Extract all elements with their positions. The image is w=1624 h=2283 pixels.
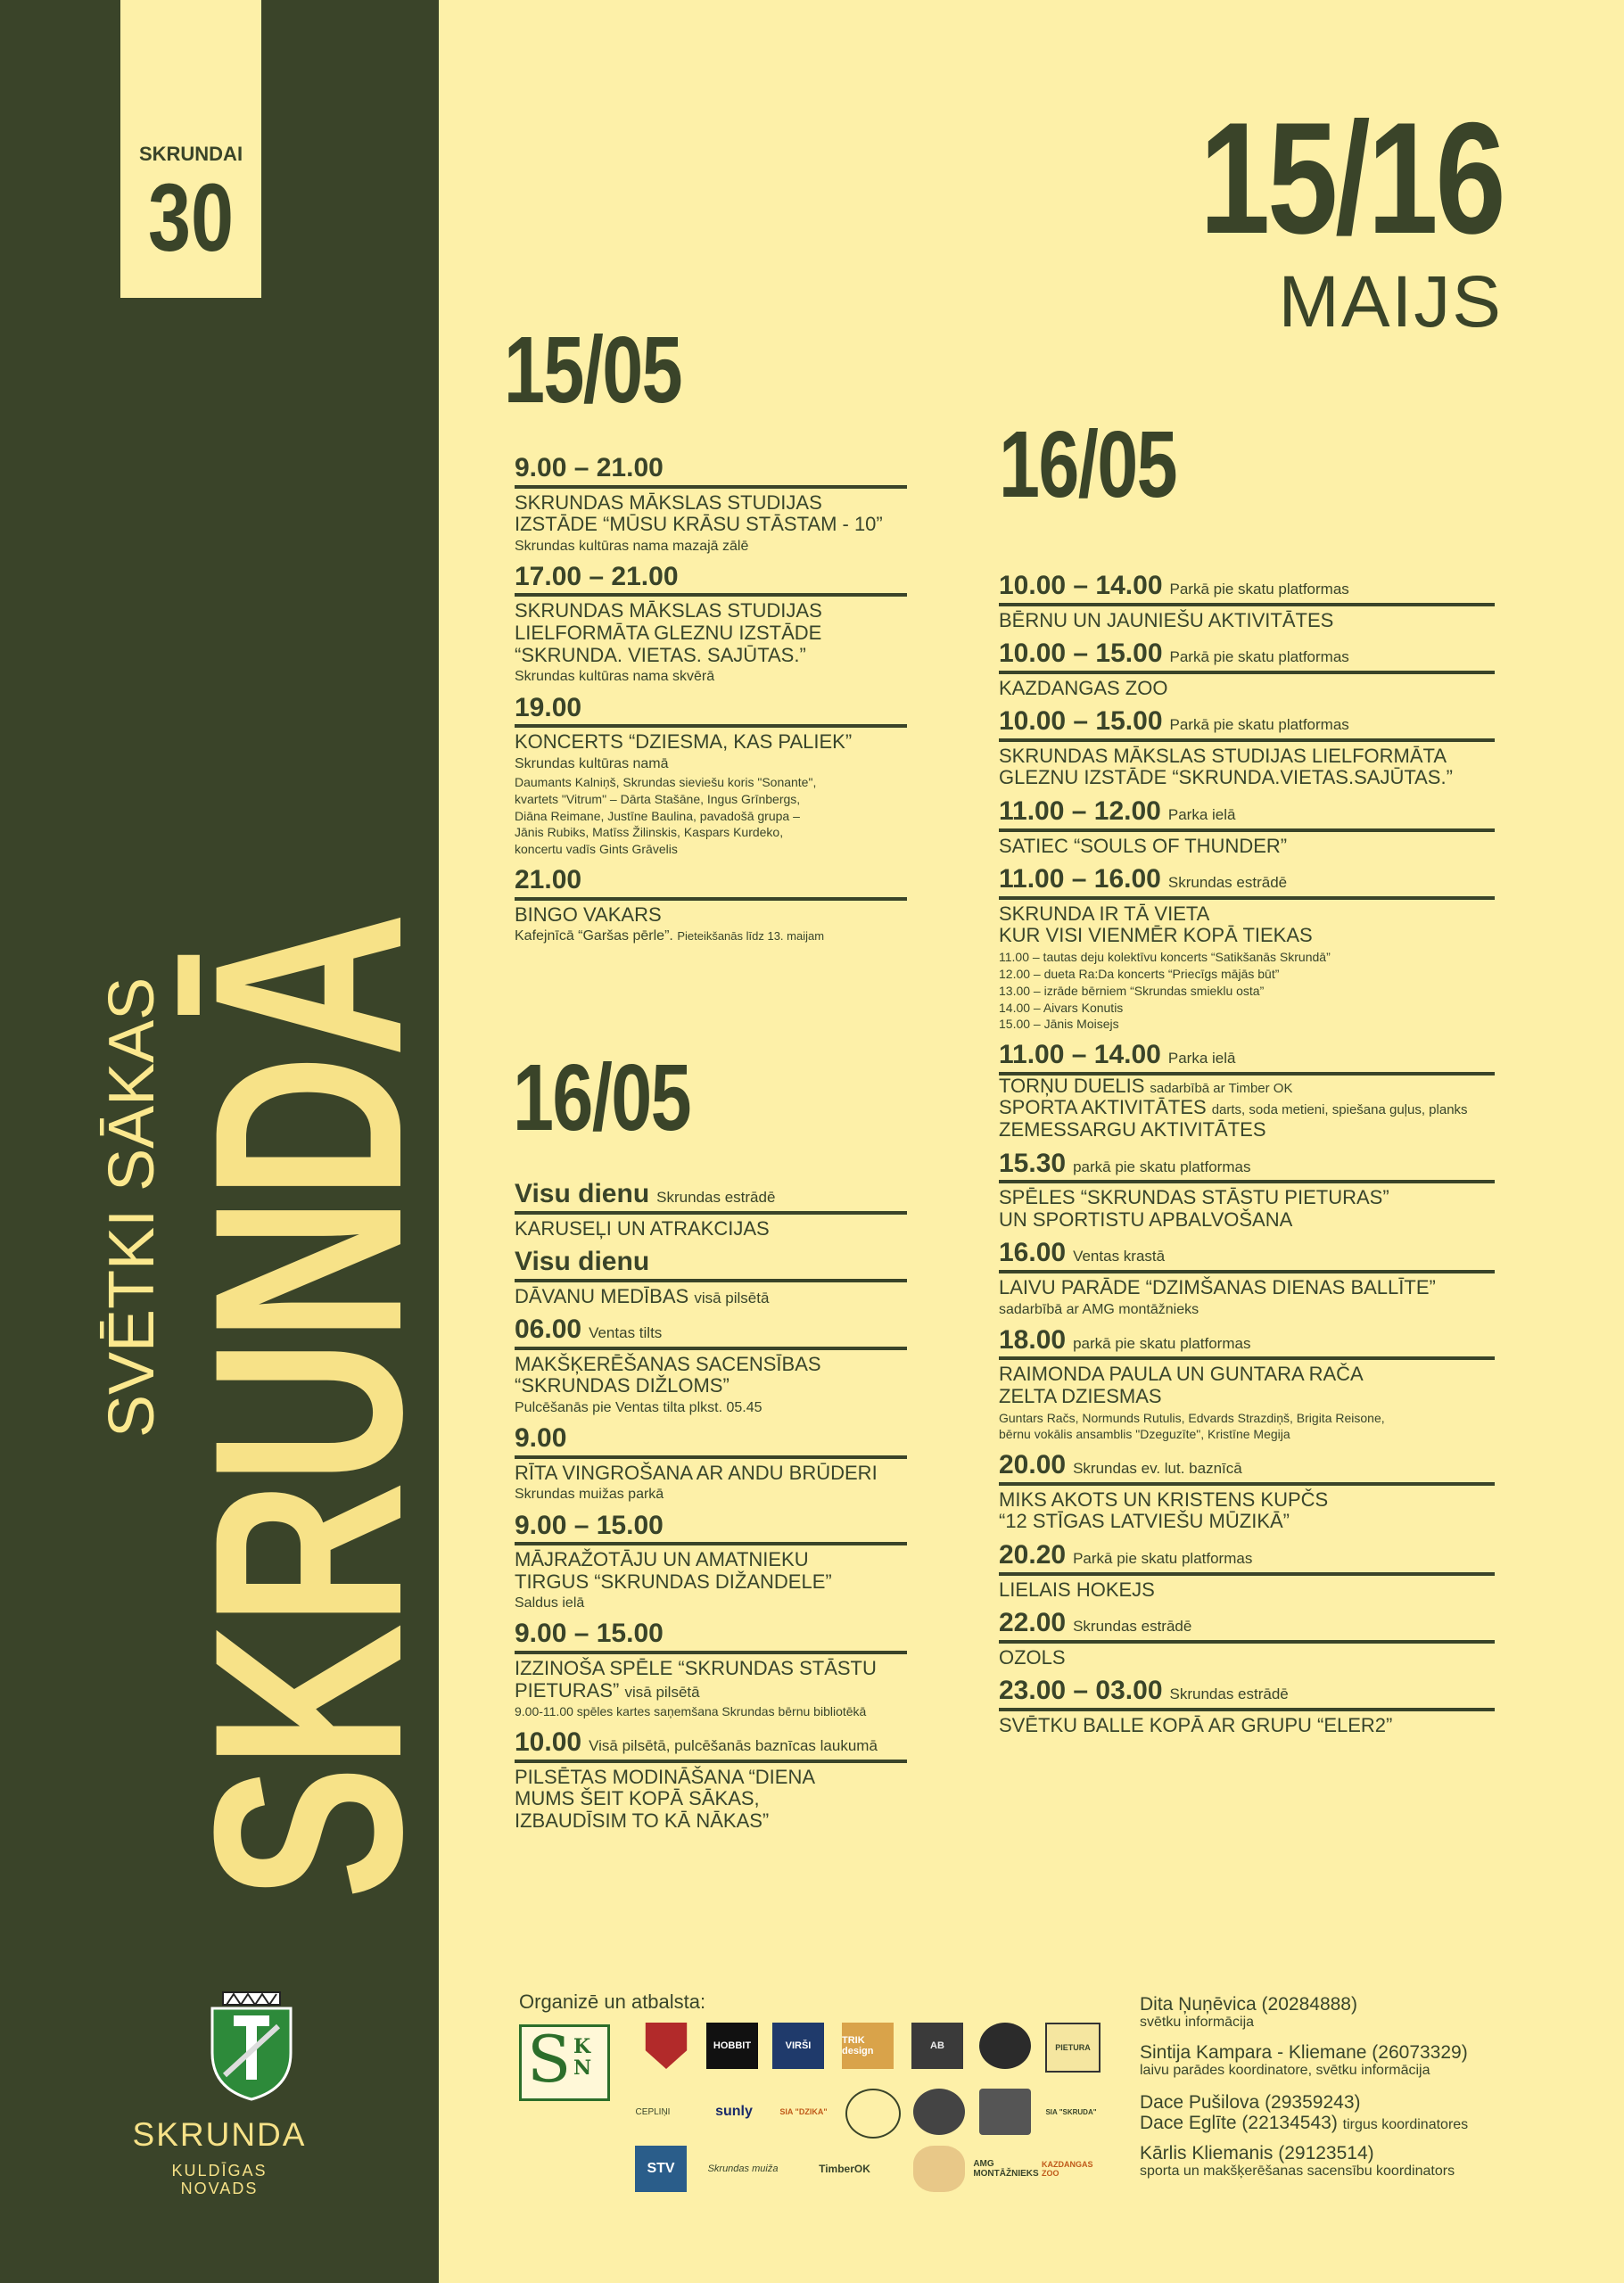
- contact-name-text: Dace Eglīte (22134543): [1140, 2113, 1338, 2133]
- event-time-text: 20.00: [999, 1450, 1067, 1480]
- event-location: Ventas tilts: [589, 1324, 663, 1342]
- sunly-logo: sunly: [715, 2104, 753, 2119]
- event-time: 19.00: [515, 693, 907, 729]
- event-item: [515, 1179, 907, 1240]
- contact-role: sporta un makšķerēšanas sacensību koordinators: [1140, 2163, 1455, 2180]
- event-title: MĀJRAŽOTĀJU UN AMATNIEKU TIRGUS “SKRUNDAS DIŽANDELE”: [515, 1548, 832, 1593]
- event-location: Saldus ielā: [515, 1595, 585, 1611]
- event-title: SVĒTKU BALLE KOPĀ AR GRUPU “ELER2”: [999, 1713, 1393, 1736]
- ceplini-logo: CEPLIŅI: [635, 2106, 671, 2117]
- event-item: [999, 571, 1495, 631]
- event-title: SATIEC “SOULS OF THUNDER”: [999, 834, 1288, 857]
- event-item: [999, 796, 1495, 857]
- event-location: Parka ielā: [1167, 1050, 1236, 1067]
- event-item: [515, 562, 907, 686]
- event-time: [999, 864, 1495, 900]
- event-item: [999, 1325, 1495, 1444]
- event-location: Skrundas estrādē: [1167, 874, 1288, 892]
- event-title: MAKŠĶERĒŠANAS SACENSĪBAS “SKRUNDAS DIŽLOMS”: [515, 1352, 821, 1397]
- event-title: BĒRNU UN JAUNIEŠU AKTIVITĀTES: [999, 608, 1334, 631]
- event-time-text: 23.00 – 03.00: [999, 1676, 1163, 1706]
- skn-letter-n: N: [573, 2056, 592, 2081]
- event-title: SKRUNDAS MĀKSLAS STUDIJAS IZSTĀDE “MŪSU KRĀSU STĀSTAM - 10”: [515, 490, 883, 536]
- event-location: Skrundas kultūras nama skvērā: [515, 669, 715, 685]
- event-time: Visu dienu: [515, 1247, 907, 1282]
- event-title: SKRUNDA IR TĀ VIETA KUR VISI VIENMĒR KOPĀ TIEKAS: [999, 902, 1313, 947]
- contact-entry: [1140, 2092, 1603, 2113]
- event-item: [515, 1727, 907, 1832]
- event-title: KARUSEĻI UN ATRAKCIJAS: [515, 1216, 770, 1240]
- event-title: RAIMONDA PAULA UN GUNTARA RAČA ZELTA DZIESMAS: [999, 1363, 1364, 1407]
- event-time: [999, 1676, 1495, 1711]
- muiza-logo: Skrundas muiža: [707, 2163, 779, 2174]
- event-location: parkā pie skatu platformas: [1073, 1334, 1251, 1352]
- event-details: 11.00 – tautas deju kolektīvu koncerts “Satikšanās Skrundā” 12.00 – dueta Ra:Da koncerts “Priecīgs mājās būt” 13.00 – izrāde bērniem “Skrundas smieklu osta” 14.00 – Aivars Konutis 15.00 – Jānis Moisejs: [999, 949, 1331, 1032]
- circle-logo: [845, 2089, 901, 2139]
- coat-of-arms-icon: [207, 1990, 296, 2102]
- headline-text: SKRUNDĀ: [158, 915, 458, 1900]
- event-time: [999, 1450, 1495, 1486]
- timberok-logo: TimberOK: [819, 2163, 870, 2175]
- contact-name: Dace Pušilova (29359243): [1140, 2092, 1361, 2113]
- event-time: [515, 1179, 907, 1215]
- skn-letter-k: K: [573, 2035, 591, 2058]
- event-details: Daumants Kalniņš, Skrundas sieviešu koris "Sonante", kvartets "Vitrum" – Dārta Stašāne, Ingus Grīnbergs, Diāna Reimane, Justīne Baulina, pavadošā grupa – Jānis Rubiks, Matīss Žilinskis, Kaspars Kurdeko, koncertu vadīs Gints Grāvelis: [515, 774, 817, 857]
- event-item: [999, 639, 1495, 699]
- event-location: Parka ielā: [1167, 806, 1236, 823]
- contact-entry: [1140, 2042, 1603, 2079]
- event-item: [999, 706, 1495, 789]
- event-title: MIKS AKOTS UN KRISTENS KUPČS “12 STĪGAS LATVIEŠU MŪZIKĀ”: [999, 1488, 1329, 1533]
- event-time-text: 10.00: [515, 1727, 582, 1758]
- event-item: [515, 1511, 907, 1612]
- event-location: Parkā pie skatu platformas: [1169, 581, 1349, 598]
- region-name: [0, 2163, 439, 2198]
- schedule-day2-left: [515, 1179, 907, 1839]
- shield-logo: [640, 2023, 692, 2069]
- event-activity: [999, 1119, 1495, 1142]
- contact-name: [1140, 2113, 1603, 2133]
- event-time: [999, 1238, 1495, 1273]
- event-time: 9.00 – 15.00: [515, 1511, 907, 1546]
- stv-logo: STV: [635, 2146, 687, 2192]
- round-badge-logo: [979, 2023, 1031, 2069]
- virsi-logo: VIRŠI: [772, 2023, 824, 2069]
- event-item: [999, 1676, 1495, 1736]
- event-time: [999, 706, 1495, 742]
- contact-role: tirgus koordinatores: [1342, 2117, 1469, 2132]
- event-location: Parkā pie skatu platformas: [1169, 648, 1349, 666]
- event-registration: Pieteikšanās līdz 13. maijam: [677, 929, 825, 944]
- event-time-text: 10.00 – 14.00: [999, 571, 1163, 600]
- contact-name: Sintija Kampara - Kliemane (26073329): [1140, 2042, 1468, 2063]
- sponsors-label: Organizē un atbalsta:: [519, 1990, 706, 2013]
- ab-logo: AB: [911, 2023, 963, 2069]
- event-month: MAIJS: [1278, 261, 1503, 342]
- town-name: SKRUNDA: [132, 2116, 307, 2153]
- event-time: [999, 1149, 1495, 1184]
- event-time: [999, 1540, 1495, 1576]
- event-item: [515, 1619, 907, 1720]
- event-time-text: Visu dienu: [515, 1179, 650, 1208]
- event-item: [999, 1608, 1495, 1669]
- event-time: 21.00: [515, 865, 907, 901]
- event-time-text: 06.00: [515, 1315, 582, 1345]
- tagline: SVĒTKI SĀKAS: [96, 977, 168, 1438]
- trik-logo: TRIK design: [842, 2023, 894, 2069]
- event-location: Parkā pie skatu platformas: [1073, 1550, 1253, 1568]
- pietura-logo: PIETURA: [1045, 2023, 1101, 2073]
- event-item: [999, 1540, 1495, 1601]
- event-time: 9.00: [515, 1423, 907, 1459]
- event-activity: [999, 1076, 1495, 1098]
- event-item: [515, 1315, 907, 1416]
- event-location: Skrundas kultūras namā: [515, 755, 669, 771]
- event-item: [515, 453, 907, 555]
- event-item: [999, 1149, 1495, 1232]
- event-location: Skrundas muižas parkā: [515, 1487, 664, 1503]
- event-location: visā pilsētā: [624, 1683, 700, 1701]
- event-venue: Kafejnīcā “Garšas pērle”.: [515, 928, 673, 944]
- event-location: [515, 927, 907, 944]
- contact-entry: [1140, 2113, 1603, 2133]
- event-item: [515, 693, 907, 859]
- event-title: SKRUNDAS MĀKSLAS STUDIJAS LIELFORMĀTA GLEZNU IZSTĀDE “SKRUNDA. VIETAS. SAJŪTAS.”: [515, 599, 822, 666]
- event-item: [515, 865, 907, 944]
- event-time-text: 10.00 – 15.00: [999, 706, 1163, 737]
- hobbit-logo: HOBBIT: [706, 2023, 758, 2069]
- event-time: [999, 1040, 1495, 1076]
- event-location: Parkā pie skatu platformas: [1169, 716, 1349, 734]
- badge-label: SKRUNDAI: [138, 143, 243, 165]
- oval-logo: [913, 2146, 965, 2192]
- event-title-text: IZZINOŠA SPĒLE “SKRUNDAS STĀSTU PIETURAS”: [515, 1656, 877, 1702]
- event-details: 9.00-11.00 spēles kartes saņemšana Skrundas bērnu bibliotēkā: [515, 1704, 867, 1719]
- event-item: [999, 1450, 1495, 1533]
- day-heading-16-left: 16/05: [513, 1045, 691, 1150]
- fish-logo: SIA "SKRUDA": [1045, 2107, 1097, 2116]
- anniversary-badge: [120, 0, 261, 298]
- skn-logo: [519, 2024, 610, 2101]
- contact-entry: [1140, 1994, 1603, 2031]
- event-location: Skrundas estrādē: [656, 1189, 776, 1206]
- event-details: Guntars Račs, Normunds Rutulis, Edvards Strazdiņš, Brigita Reisone, bērnu vokālis ansamblis "Dzeguzīte", Kristīne Megija: [999, 1410, 1385, 1442]
- animals-logo: [979, 2089, 1031, 2135]
- event-title: SKRUNDAS MĀKSLAS STUDIJAS LIELFORMĀTA GLEZNU IZSTĀDE “SKRUNDA.VIETAS.SAJŪTAS.”: [999, 744, 1453, 789]
- contact-name: Dita Ņuņēvica (20284888): [1140, 1994, 1357, 2015]
- event-dates: 15/16: [1199, 89, 1503, 267]
- activity-title: TORŅU DUELIS: [999, 1074, 1145, 1097]
- event-time-text: 10.00 – 15.00: [999, 639, 1163, 669]
- event-note: Pulcēšanās pie Ventas tilta plkst. 05.45: [515, 1400, 763, 1415]
- event-time-text: 22.00: [999, 1608, 1067, 1638]
- event-title: PILSĒTAS MODINĀŠANA “DIENA MUMS ŠEIT KOPĀ SĀKAS, IZBAUDĪSIM TO KĀ NĀKAS”: [515, 1765, 816, 1832]
- event-location: visā pilsētā: [694, 1289, 770, 1306]
- event-note: sadarbībā ar AMG montāžnieks: [999, 1301, 1199, 1317]
- event-item: [515, 1247, 907, 1307]
- contact-name: Kārlis Kliemanis (29123514): [1140, 2143, 1374, 2163]
- day-heading-15: 15/05: [504, 317, 682, 423]
- event-item: [999, 1040, 1495, 1141]
- zoo-logo: KAZDANGAS ZOO: [1042, 2160, 1093, 2178]
- event-location: Skrundas estrādē: [1169, 1685, 1289, 1703]
- event-title: [515, 1286, 907, 1308]
- activity-title: ZEMESSARGU AKTIVITĀTES: [999, 1118, 1266, 1142]
- badge-number: 30: [147, 163, 235, 271]
- event-title: [515, 1658, 907, 1702]
- activity-note: darts, soda metieni, spiešana guļus, planks: [1211, 1102, 1468, 1118]
- event-time-text: 18.00: [999, 1324, 1067, 1355]
- event-time: [999, 571, 1495, 606]
- schedule-day1: [515, 453, 907, 952]
- round-emblem-logo: [913, 2089, 965, 2135]
- event-item: [515, 1423, 907, 1503]
- event-item: [999, 1238, 1495, 1317]
- event-location: Skrundas estrādē: [1073, 1618, 1192, 1636]
- event-time-text: 16.00: [999, 1238, 1067, 1268]
- event-title: RĪTA VINGROŠANA AR ANDU BRŪDERI: [515, 1461, 878, 1484]
- headline: [158, 910, 458, 1900]
- event-time-text: 11.00 – 16.00: [999, 864, 1161, 894]
- event-location: Skrundas ev. lut. baznīcā: [1073, 1460, 1242, 1478]
- sidebar: [0, 0, 458, 2283]
- event-title: LAIVU PARĀDE “DZIMŠANAS DIENAS BALLĪTE”: [999, 1275, 1436, 1298]
- event-time: 9.00 – 21.00: [515, 453, 907, 489]
- event-time: [999, 1608, 1495, 1644]
- event-time: [999, 639, 1495, 674]
- event-time: 17.00 – 21.00: [515, 562, 907, 598]
- event-location: Ventas krastā: [1073, 1248, 1166, 1265]
- day-heading-16-right: 16/05: [999, 412, 1177, 517]
- event-time: 9.00 – 15.00: [515, 1619, 907, 1654]
- activity-title: SPORTA AKTIVITĀTES: [999, 1096, 1207, 1119]
- event-title: BINGO VAKARS: [515, 902, 662, 926]
- event-item: [999, 864, 1495, 1033]
- event-title: LIELAIS HOKEJS: [999, 1578, 1155, 1601]
- contact-role: laivu parādes koordinatore, svētku informācija: [1140, 2063, 1430, 2079]
- contact-role: svētku informācija: [1140, 2015, 1255, 2031]
- event-time-text: 11.00 – 12.00: [999, 796, 1161, 826]
- event-time-text: 20.20: [999, 1540, 1067, 1570]
- event-title: KAZDANGAS ZOO: [999, 676, 1168, 699]
- event-location: parkā pie skatu platformas: [1073, 1158, 1251, 1175]
- skn-letters-kn: [573, 2036, 591, 2079]
- event-location: Visā pilsētā, pulcēšanās baznīcas laukumā: [589, 1737, 878, 1755]
- event-time-text: 15.30: [999, 1148, 1067, 1178]
- event-title: SPĒLES “SKRUNDAS STĀSTU PIETURAS” UN SPORTISTU APBALVOŠANA: [999, 1186, 1389, 1231]
- skn-letter-s: S: [527, 2022, 572, 2097]
- event-time: [999, 796, 1495, 832]
- contact-entry: [1140, 2143, 1603, 2180]
- event-time: [515, 1727, 907, 1763]
- event-title: OZOLS: [999, 1645, 1066, 1669]
- event-time-text: 11.00 – 14.00: [999, 1040, 1161, 1070]
- event-time: [515, 1315, 907, 1350]
- region-line-2: NOVADS: [180, 2179, 259, 2197]
- dzika-logo: SIA "DZIKA": [779, 2107, 828, 2116]
- event-title-text: DĀVANU MEDĪBAS: [515, 1284, 689, 1307]
- event-title: KONCERTS “DZIESMA, KAS PALIEK”: [515, 730, 853, 753]
- event-time: [999, 1325, 1495, 1361]
- activity-note: sadarbībā ar Timber OK: [1150, 1080, 1293, 1096]
- event-location: Skrundas kultūras nama mazajā zālē: [515, 538, 749, 554]
- event-activity: [999, 1097, 1495, 1119]
- amg-logo: AMG MONTĀŽNIEKS: [973, 2159, 1039, 2179]
- region-line-1: KULDĪGAS: [171, 2162, 268, 2180]
- schedule-day2-right: [999, 571, 1495, 1743]
